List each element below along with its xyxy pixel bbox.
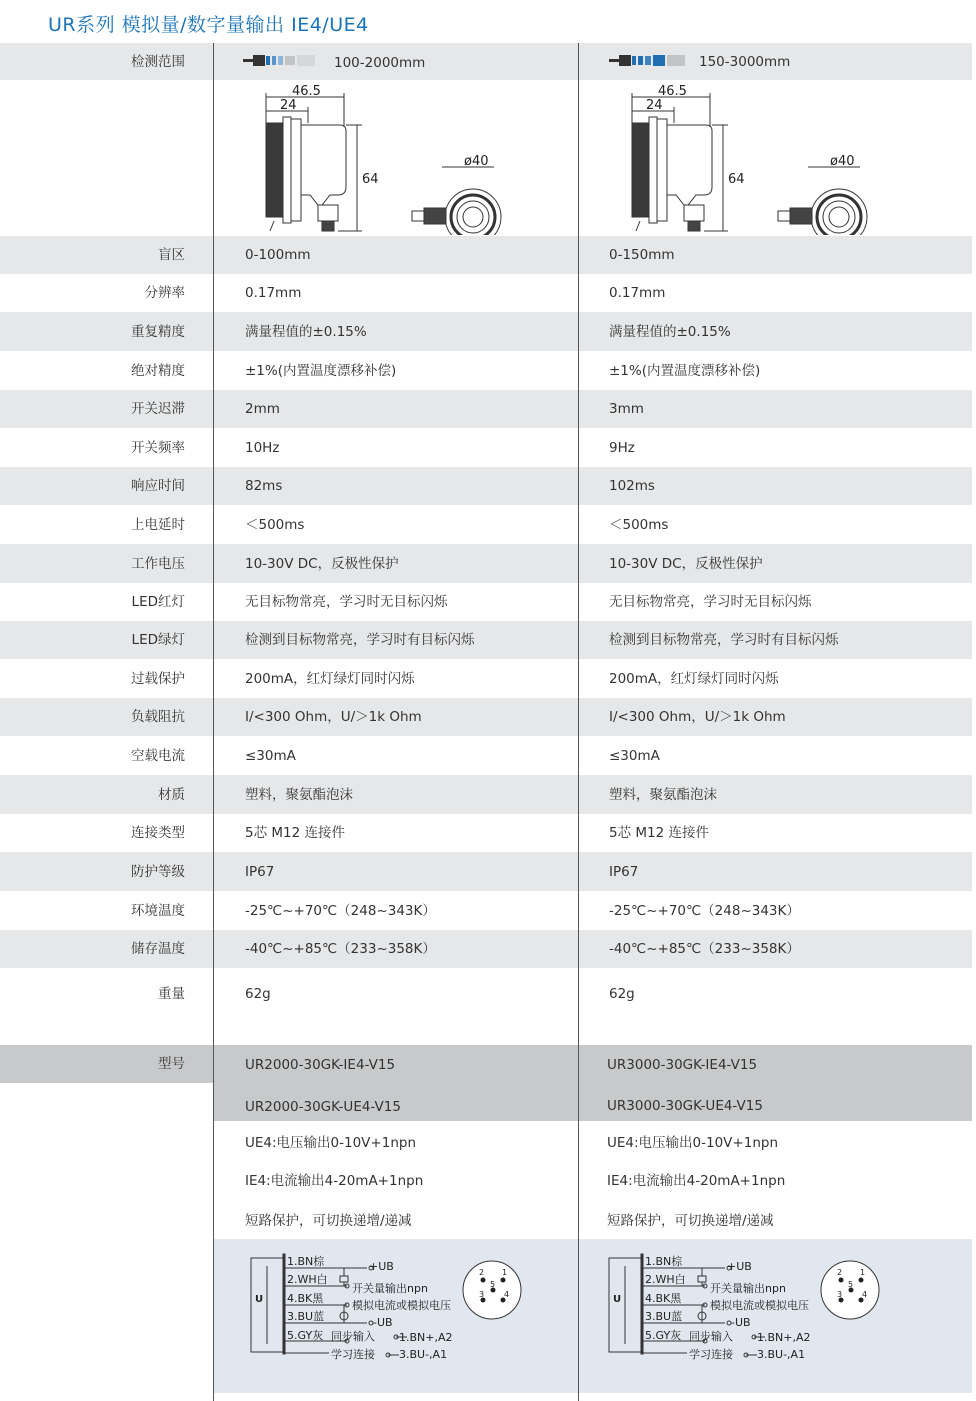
sync-pins-1: 1.BN+,A2 (399, 1331, 453, 1344)
spec-label: 绝对精度 (131, 363, 185, 379)
sensor-symbol-1: U (255, 1294, 264, 1305)
wire3-label-2: 3.BU蓝 (645, 1310, 683, 1323)
spec-value-2: ≤30mA (609, 748, 660, 764)
spec-value-2: 200mA，红灯绿灯同时闪烁 (609, 671, 779, 687)
spec-row (0, 891, 972, 930)
learn-pins-2: 3.BU-,A1 (757, 1348, 806, 1361)
dim-total-2: 46.5 (658, 84, 687, 99)
spec-label: 环境温度 (131, 903, 185, 919)
spec-row (0, 698, 972, 736)
pin2-label-1: 2 (479, 1268, 485, 1277)
note-ue4-1: UE4:电压输出0-10V+1npn (245, 1135, 417, 1151)
spec-row (0, 428, 972, 467)
spec-value-1: 5芯 M12 连接件 (245, 825, 345, 841)
sync-label-1: 同步输入 (331, 1330, 375, 1343)
spec-row (0, 467, 972, 505)
spec-label: 开关迟滞 (131, 401, 185, 417)
spec-label: 负载阻抗 (131, 709, 185, 725)
dim-thread-1: 24 (280, 98, 297, 113)
wire1-label-1: 1.BN棕 (287, 1255, 325, 1268)
dimension-drawing-2 (610, 83, 870, 235)
sync-label-2: 同步输入 (689, 1330, 733, 1343)
spec-row (0, 505, 972, 544)
beam-icon-short (243, 52, 317, 70)
sync-pins-2: 1.BN+,A2 (757, 1331, 811, 1344)
learn-pins-1: 3.BU-,A1 (399, 1348, 448, 1361)
range-row (0, 43, 972, 80)
wire3-label-1: 3.BU蓝 (287, 1310, 325, 1323)
spec-value-1: -40℃~+85℃（233~358K） (245, 941, 436, 957)
beam-icon-long (609, 52, 687, 70)
dim-total-1: 46.5 (292, 84, 321, 99)
dimension-drawing-1 (244, 83, 504, 235)
spec-value-1: 满量程值的±0.15% (245, 324, 367, 340)
spec-value-2: ＜500ms (609, 517, 669, 533)
page-title: UR系列 模拟量/数字量输出 IE4/UE4 (48, 14, 369, 36)
pin3-label-1: 3 (479, 1290, 485, 1299)
spec-value-1: 塑料，聚氨酯泡沫 (245, 787, 353, 803)
spec-row (0, 351, 972, 390)
column-divider-1 (213, 43, 214, 1401)
wiring-diagram-2 (605, 1250, 895, 1364)
switch-out-label-1: 开关量输出npn (352, 1282, 428, 1295)
spec-label: 开关频率 (131, 440, 185, 456)
spec-row (0, 544, 972, 583)
spec-value-2: IP67 (609, 864, 639, 880)
range-value-1: 100-2000mm (334, 55, 426, 71)
spec-value-1: 82ms (245, 478, 283, 494)
spec-value-2: 3mm (609, 401, 644, 417)
range-value-2: 150-3000mm (699, 54, 791, 70)
spec-row (0, 852, 972, 891)
spec-value-1: 0-100mm (245, 247, 311, 263)
wire5-label-1: 5.GY灰 (287, 1329, 324, 1342)
wire1-label-2: 1.BN棕 (645, 1255, 683, 1268)
spec-label: 过载保护 (131, 671, 185, 687)
spec-value-2: 10-30V DC，反极性保护 (609, 556, 763, 572)
minus-label-2: -UB (731, 1316, 751, 1329)
spec-row (0, 968, 972, 1020)
model-label: 型号 (158, 1056, 185, 1072)
spec-label: 重量 (158, 986, 185, 1002)
spec-value-2: 0.17mm (609, 285, 666, 301)
spec-value-2: 62g (609, 986, 635, 1002)
spec-value-1: -25℃~+70℃（248~343K） (245, 903, 436, 919)
wire4-label-1: 4.BK黑 (287, 1292, 324, 1305)
spec-row (0, 390, 972, 428)
wire5-label-2: 5.GY灰 (645, 1329, 682, 1342)
dim-diameter-2: ø40 (830, 154, 855, 169)
spec-label: 防护等级 (131, 864, 185, 880)
minus-label-1: -UB (373, 1316, 393, 1329)
spec-value-2: 满量程值的±0.15% (609, 324, 731, 340)
pin1-label-2: 1 (860, 1268, 866, 1277)
spec-value-2: 无目标物常亮，学习时无目标闪烁 (609, 594, 812, 610)
pin2-label-2: 2 (837, 1268, 843, 1277)
column-divider-2 (578, 43, 579, 1401)
pin5-label-1: 5 (490, 1280, 496, 1289)
spec-value-2: 5芯 M12 连接件 (609, 825, 709, 841)
spec-row (0, 312, 972, 351)
spec-value-2: 102ms (609, 478, 655, 494)
spec-row (0, 736, 972, 775)
wire4-label-2: 4.BK黑 (645, 1292, 682, 1305)
spec-row (0, 814, 972, 852)
spec-label: 分辨率 (144, 285, 185, 301)
spec-value-1: IP67 (245, 864, 275, 880)
pin4-label-2: 4 (862, 1290, 868, 1299)
spec-value-2: -40℃~+85℃（233~358K） (609, 941, 800, 957)
dim-height-1: 64 (362, 172, 379, 187)
spec-value-2: 9Hz (609, 440, 635, 456)
pin5-label-2: 5 (848, 1280, 854, 1289)
plus-label-2: +UB (727, 1260, 752, 1273)
spec-label: 上电延时 (131, 517, 185, 533)
dim-diameter-1: ø40 (464, 154, 489, 169)
spec-value-2: 检测到目标物常亮，学习时有目标闪烁 (609, 632, 839, 648)
spec-label: 响应时间 (131, 478, 185, 494)
spec-label: 连接类型 (131, 825, 185, 841)
spec-value-2: I/<300 Ohm，U/＞1k Ohm (609, 709, 786, 725)
analog-out-label-2: 模拟电流或模拟电压 (710, 1299, 809, 1312)
spec-value-2: 塑料，聚氨酯泡沫 (609, 787, 717, 803)
spec-row (0, 775, 972, 814)
spec-value-1: 200mA，红灯绿灯同时闪烁 (245, 671, 415, 687)
spec-label: 材质 (158, 787, 185, 803)
spec-row (0, 621, 972, 659)
note-ie4-1: IE4:电流输出4-20mA+1npn (245, 1173, 424, 1189)
spec-value-1: 2mm (245, 401, 280, 417)
range-label: 检测范围 (131, 54, 185, 70)
spec-value-1: ≤30mA (245, 748, 296, 764)
spec-value-1: 10Hz (245, 440, 280, 456)
spec-value-1: 0.17mm (245, 285, 302, 301)
model-ie4-2: UR3000-30GK-IE4-V15 (607, 1057, 758, 1073)
note-extra-1: 短路保护，可切换递增/递减 (245, 1213, 412, 1229)
dim-thread-2: 24 (646, 98, 663, 113)
wire2-label-2: 2.WH白 (645, 1273, 686, 1286)
spec-value-2: -25℃~+70℃（248~343K） (609, 903, 800, 919)
spec-value-1: ±1%(内置温度漂移补偿) (245, 363, 397, 379)
spec-row (0, 274, 972, 312)
wiring-diagram-1 (247, 1250, 537, 1364)
sensor-symbol-2: U (613, 1294, 622, 1305)
model-ue4-1: UR2000-30GK-UE4-V15 (245, 1099, 401, 1115)
model-ie4-1: UR2000-30GK-IE4-V15 (245, 1057, 396, 1073)
spec-label: LED红灯 (131, 594, 185, 610)
switch-out-label-2: 开关量输出npn (710, 1282, 786, 1295)
note-ie4-2: IE4:电流输出4-20mA+1npn (607, 1173, 786, 1189)
spec-value-1: 无目标物常亮，学习时无目标闪烁 (245, 594, 448, 610)
spec-value-1: 10-30V DC，反极性保护 (245, 556, 399, 572)
spec-row (0, 659, 972, 698)
spec-value-1: ＜500ms (245, 517, 305, 533)
learn-label-1: 学习连接 (331, 1348, 375, 1361)
analog-out-label-1: 模拟电流或模拟电压 (352, 1299, 451, 1312)
spec-value-2: ±1%(内置温度漂移补偿) (609, 363, 761, 379)
spec-row (0, 583, 972, 621)
spec-value-1: I/<300 Ohm，U/＞1k Ohm (245, 709, 422, 725)
spec-label: 盲区 (158, 247, 185, 263)
note-extra-2: 短路保护，可切换递增/递减 (607, 1213, 774, 1229)
spec-label: 空载电流 (131, 748, 185, 764)
plus-label-1: +UB (369, 1260, 394, 1273)
spec-value-2: 0-150mm (609, 247, 675, 263)
wire2-label-1: 2.WH白 (287, 1273, 328, 1286)
note-ue4-2: UE4:电压输出0-10V+1npn (607, 1135, 779, 1151)
learn-label-2: 学习连接 (689, 1348, 733, 1361)
model-ue4-2: UR3000-30GK-UE4-V15 (607, 1098, 763, 1114)
spec-label: 储存温度 (131, 941, 185, 957)
spec-label: 工作电压 (131, 556, 185, 572)
pin1-label-1: 1 (502, 1268, 508, 1277)
spec-row (0, 236, 972, 274)
dim-height-2: 64 (728, 172, 745, 187)
spec-label: LED绿灯 (131, 632, 185, 648)
pin4-label-1: 4 (504, 1290, 510, 1299)
spec-value-1: 62g (245, 986, 271, 1002)
spec-row (0, 930, 972, 968)
pin3-label-2: 3 (837, 1290, 843, 1299)
spec-table (0, 43, 972, 1401)
spec-value-1: 检测到目标物常亮，学习时有目标闪烁 (245, 632, 475, 648)
spec-label: 重复精度 (131, 324, 185, 340)
